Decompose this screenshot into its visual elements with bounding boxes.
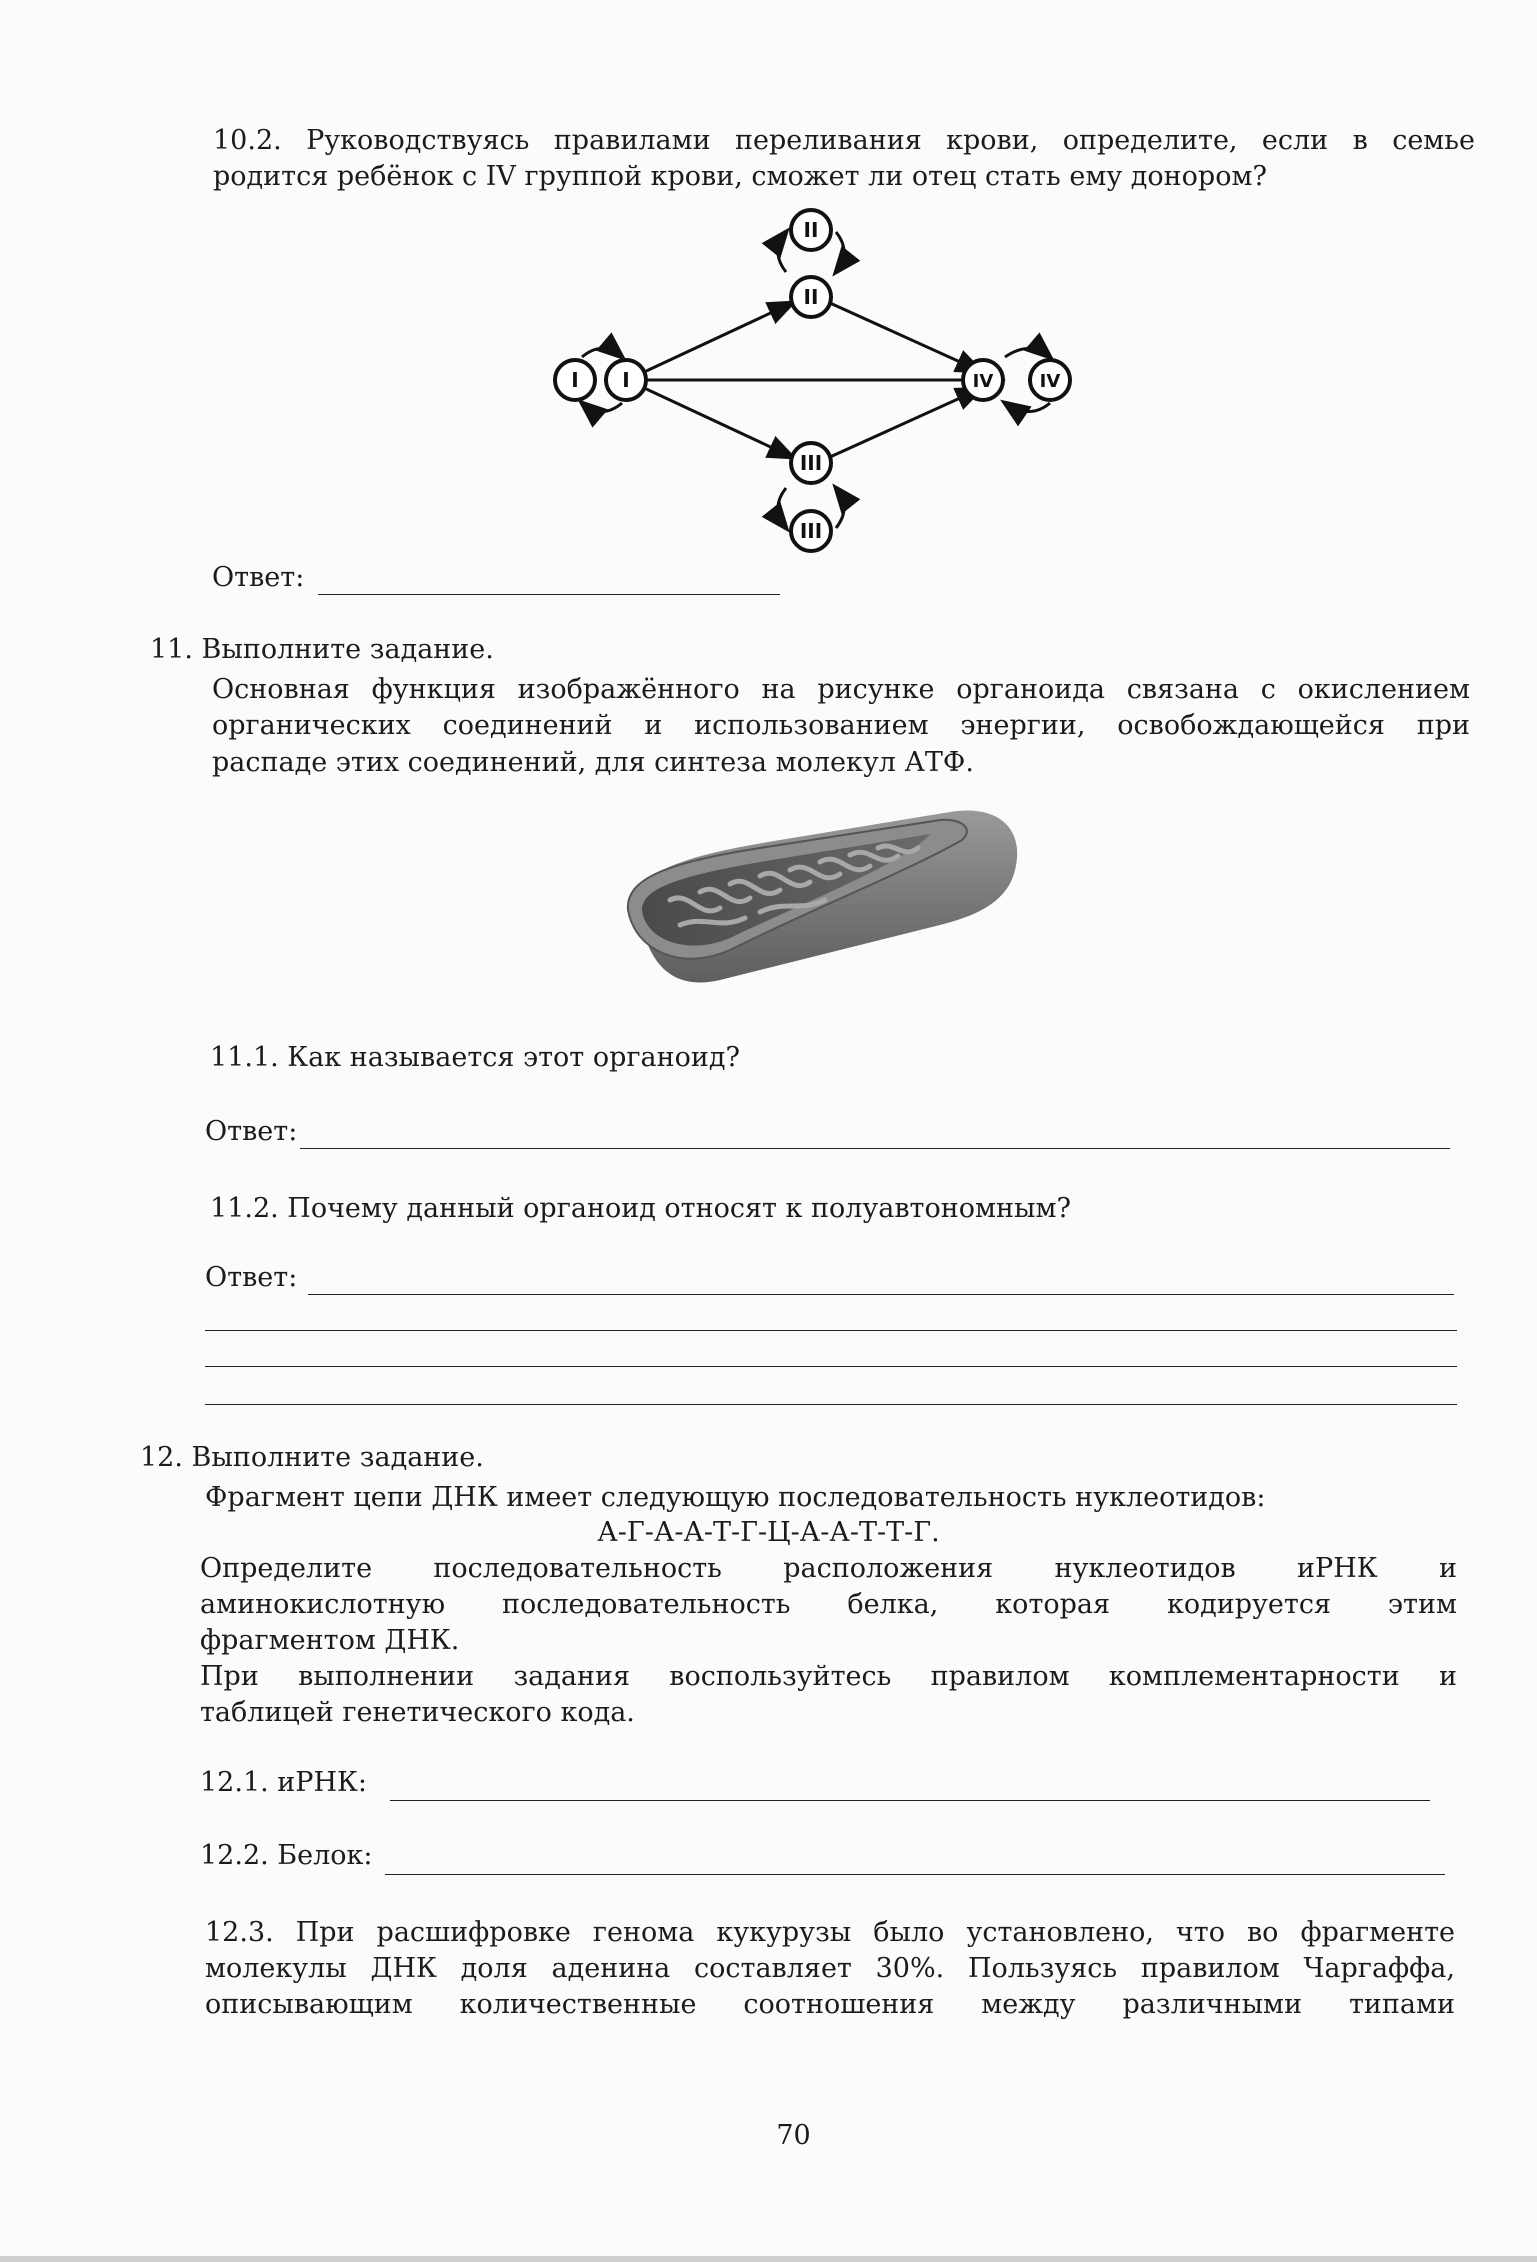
- q12-line-1: Фрагмент цепи ДНК имеет следующую последовательность нуклеотидов:: [205, 1482, 1266, 1513]
- q12-line-4: фрагментом ДНК.: [200, 1625, 460, 1656]
- q11-1-answer-line[interactable]: [300, 1148, 1450, 1149]
- arrow-i-to-iii: [642, 387, 792, 457]
- q11-2-answer-line-3[interactable]: [205, 1366, 1457, 1367]
- dna-sequence: А-Г-А-А-Т-Г-Ц-А-А-Т-Т-Г.: [597, 1517, 940, 1548]
- q11-2-question: 11.2. Почему данный органоид относят к полуавтономным?: [210, 1193, 1071, 1224]
- arrow-i-to-ii: [642, 303, 792, 373]
- loop-iv-bottom: [1005, 403, 1050, 412]
- node-iv-right: [1030, 360, 1070, 400]
- q12-3-line-2: молекулы ДНК доля аденина составляет 30%. Пользуясь правилом Чаргаффа,: [205, 1953, 1455, 1984]
- q11-line-2: органических соединений и использованием энергии, освобождающейся при: [212, 710, 1470, 741]
- loop-i-top: [582, 349, 622, 358]
- q11-line-1: Основная функция изображённого на рисунке органоида связана с окислением: [212, 674, 1470, 705]
- node-i-left: [555, 360, 595, 400]
- loop-i-bottom: [582, 403, 622, 412]
- q12-line-5: При выполнении задания воспользуйтесь правилом комплементарности и: [200, 1661, 1457, 1692]
- loop-iv-top: [1005, 349, 1050, 358]
- q12-2-answer-line[interactable]: [385, 1874, 1445, 1875]
- node-iv: [963, 360, 1003, 400]
- q12-1-answer-line[interactable]: [390, 1800, 1430, 1801]
- svg-text:IV: IV: [1039, 371, 1061, 392]
- node-iii: [791, 443, 831, 483]
- q11-2-answer-line-2[interactable]: [205, 1330, 1457, 1331]
- page-number: 70: [776, 2120, 811, 2151]
- q12-line-6: таблицей генетического кода.: [200, 1697, 635, 1728]
- blood-group-diagram: [530, 195, 1090, 560]
- q12-3-line-1: 12.3. При расшифровке генома кукурузы было установлено, что во фрагменте: [205, 1917, 1455, 1948]
- svg-text:I: I: [622, 368, 630, 392]
- loop-ii-right: [836, 232, 844, 272]
- arrow-ii-to-iv: [830, 303, 980, 371]
- q10-2-line-1: 10.2. Руководствуясь правилами переливания крови, определите, если в семье: [213, 125, 1475, 156]
- q11-2-answer-label: Ответ:: [205, 1262, 298, 1293]
- q10-2-line-2: родится ребёнок с IV группой крови, сможет ли отец стать ему донором?: [213, 161, 1267, 192]
- q12-title: 12. Выполните задание.: [140, 1442, 484, 1473]
- svg-text:I: I: [571, 368, 579, 392]
- loop-iii-right: [836, 488, 844, 528]
- q12-line-2: Определите последовательность расположения нуклеотидов иРНК и: [200, 1553, 1457, 1584]
- scan-edge: [0, 2256, 1537, 2262]
- q12-1-label: 12.1. иРНК:: [200, 1767, 367, 1798]
- q11-line-3: распаде этих соединений, для синтеза молекул АТФ.: [212, 747, 974, 778]
- svg-text:II: II: [803, 218, 819, 242]
- q12-line-3: аминокислотную последовательность белка, которая кодируется этим: [200, 1589, 1457, 1620]
- svg-text:III: III: [799, 519, 823, 543]
- q11-2-answer-line-1[interactable]: [308, 1294, 1454, 1295]
- q10-2-answer-line[interactable]: [318, 594, 780, 595]
- svg-text:III: III: [799, 451, 823, 475]
- q11-2-answer-line-4[interactable]: [205, 1404, 1457, 1405]
- svg-text:IV: IV: [972, 371, 994, 392]
- q12-3-line-3: описывающим количественные соотношения между различными типами: [205, 1989, 1455, 2020]
- svg-text:II: II: [803, 285, 819, 309]
- loop-iii-left: [778, 488, 786, 528]
- q10-2-answer-label: Ответ:: [212, 562, 305, 593]
- node-ii: [791, 277, 831, 317]
- node-i: [606, 360, 646, 400]
- arrow-iii-to-iv: [830, 389, 980, 457]
- q11-1-answer-label: Ответ:: [205, 1116, 298, 1147]
- loop-ii-left: [778, 232, 786, 272]
- q11-title: 11. Выполните задание.: [150, 634, 494, 665]
- node-iii-bottom: [791, 511, 831, 551]
- node-ii-top: [791, 210, 831, 250]
- mitochondrion-image: [610, 800, 1030, 1005]
- q11-1-question: 11.1. Как называется этот органоид?: [210, 1042, 740, 1073]
- q12-2-label: 12.2. Белок:: [200, 1840, 373, 1871]
